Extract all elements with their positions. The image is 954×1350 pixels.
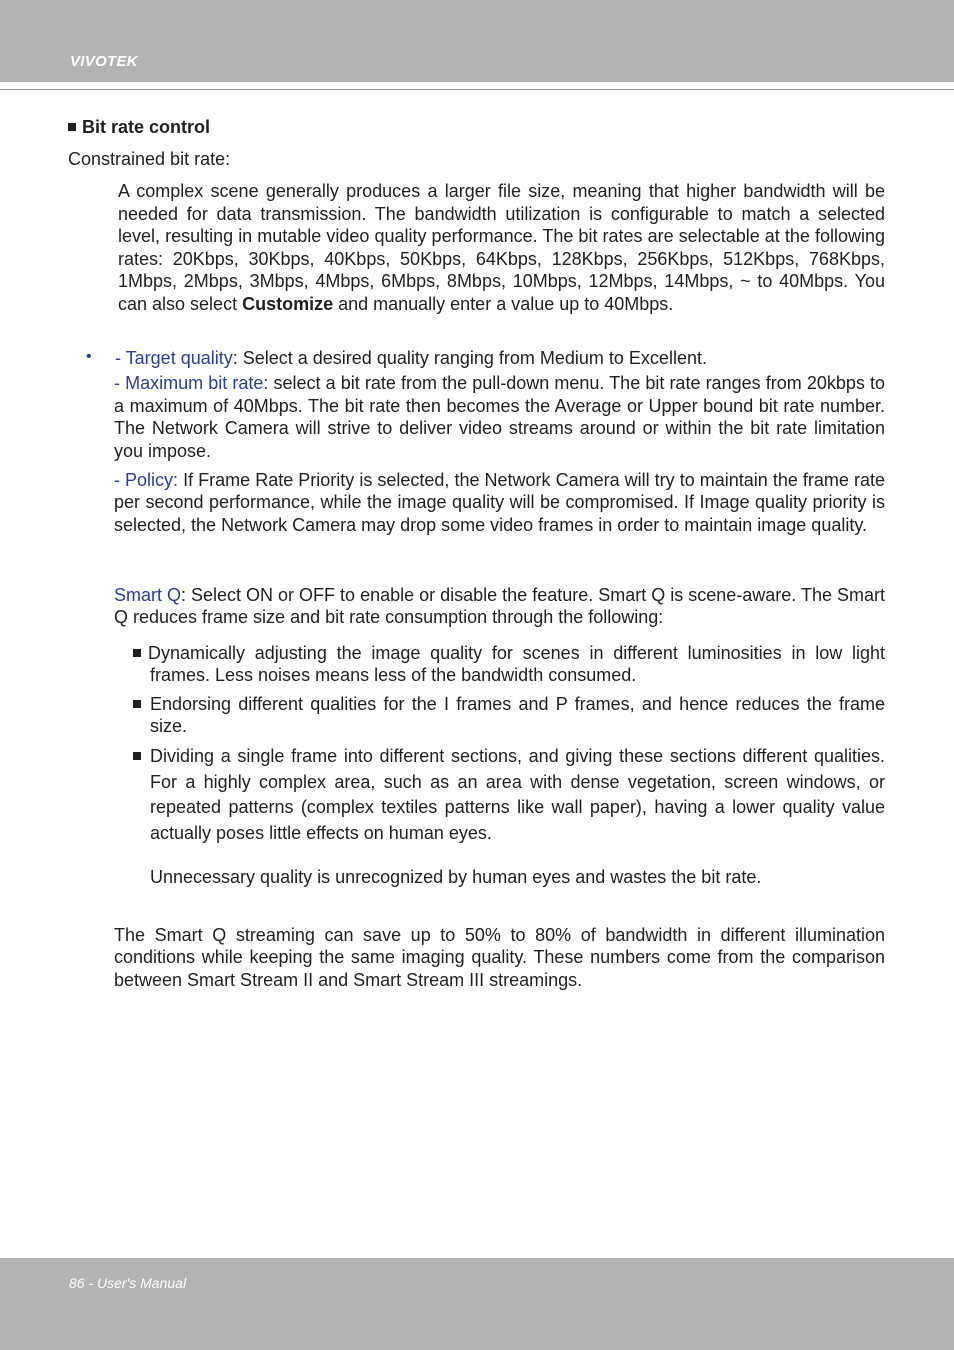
intro-text-end: and manually enter a value up to 40Mbps. [333,293,674,314]
bullet-icon: • [86,348,92,365]
header-divider [0,89,954,90]
conclusion-paragraph: The Smart Q streaming can save up to 50% to 80% of bandwidth in different illumination conditions while keeping the same imaging quality. These numbers come from the comparison between Smart Stream II and Smart Stream III streamings. [114,925,885,990]
square-bullet-icon [68,123,76,131]
smart-q-text: : Select ON or OFF to enable or disable the feature. Smart Q is scene-aware. The Smart Q reduces frame size and bit rate consumption through the following: [114,585,885,628]
intro-text: A complex scene generally produces a larger file size, meaning that higher bandwidth will be needed for data transmission. The bandwidth utilization is configurable to match a selected level, resulting in mutable video quality performance. The bit rates are selectable at the following rates: 20Kbps, 30Kbps, 40Kbps, 50Kbps, 64Kbps, 128Kbps, 256Kbps, 512Kbps, 768Kbps, 1Mbps, 2Mbps, 3Mbps, 4Mbps, 6Mbps, 8Mbps, 10Mbps, 12Mbps, 14Mbps, ~ to 40Mbps. You can also select [118,181,885,314]
page-footer [0,1258,954,1350]
page-header [0,0,954,82]
list-item-text: Endorsing different qualities for the I frames and P frames, and hence reduces the frame size. [150,694,885,737]
square-bullet-icon [133,752,141,760]
target-quality-label: - Target quality [115,348,233,368]
list-item-text: Dynamically adjusting the image quality for scenes in different luminosities in low light frames. Less noises means less of the bandwidth consumed. [148,643,885,686]
section-heading [68,116,210,138]
square-bullet-icon [133,700,141,708]
page-number: 86 - User's Manual [69,1275,187,1291]
target-quality-text: : Select a desired quality ranging from Medium to Excellent. [232,348,707,368]
list-item [133,642,885,687]
smart-q-label: Smart Q [114,585,182,605]
intro-paragraph [118,180,885,316]
constrained-label: Constrained bit rate: [68,149,231,169]
square-bullet-icon [133,649,141,657]
policy-label: - Policy: [114,470,179,490]
list-item [133,744,885,846]
customize-emphasis: Customize [242,293,334,314]
unnecessary-note: Unnecessary quality is unrecognized by human eyes and wastes the bit rate. [150,867,762,887]
policy-paragraph [114,469,885,536]
brand-logo: VIVOTEK [70,53,138,70]
max-bit-rate-paragraph [114,372,885,463]
target-quality-paragraph [115,347,885,369]
policy-text: If Frame Rate Priority is selected, the Network Camera will try to maintain the frame rate per second performance, while the image quality will be compromised. If Image quality priority is selected, the Network Camera may drop some video frames in order to maintain image quality. [114,470,885,535]
max-bit-rate-label: - Maximum bit rate [114,373,264,393]
list-item [133,693,885,738]
smart-q-paragraph [114,584,885,629]
section-title: Bit rate control [82,117,211,137]
list-item-text: Dividing a single frame into different sections, and giving these sections different qualities. For a highly complex area, such as an area with dense vegetation, screen windows, or repeated patterns (complex textiles patterns like wall paper), having a lower quality value actually poses little effects on human eyes. [150,746,885,843]
max-bit-rate-text: : select a bit rate from the pull-down menu. The bit rate ranges from 20kbps to a maximum of 40Mbps. The bit rate then becomes the Average or Upper bound bit rate number. The Network Camera will strive to deliver video streams around or within the bit rate limitation you impose. [114,373,885,462]
